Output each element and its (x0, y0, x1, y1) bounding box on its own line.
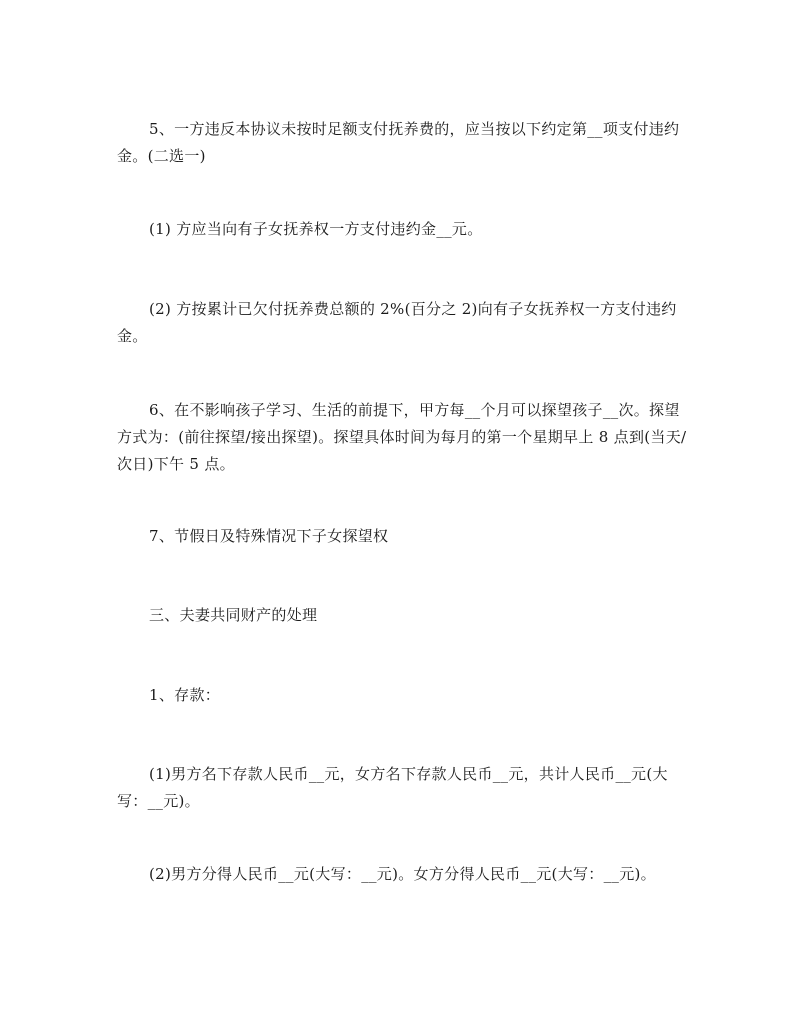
section-3-heading: 三、夫妻共同财产的处理 (149, 606, 318, 624)
deposit-item-2: (2)男方分得人民币__元(大写：__元)。女方分得人民币__元(大写：__元)。 (149, 865, 656, 883)
clause-5-option-1: (1) 方应当向有子女抚养权一方支付违约金__元。 (149, 220, 483, 238)
clause-5-penalty: 5、一方违反本协议未按时足额支付抚养费的，应当按以下约定第__项支付违约金。(二选一) (117, 120, 680, 165)
deposit-item-1: (1)男方名下存款人民币__元，女方名下存款人民币__元，共计人民币__元(大写：__元)。 (117, 765, 668, 810)
clause-7-holiday-visitation: 7、节假日及特殊情况下子女探望权 (149, 527, 389, 545)
clause-6-visitation: 6、在不影响孩子学习、生活的前提下，甲方每__个月可以探望孩子__次。探望方式为：(前往探望/接出探望)。探望具体时间为每月的第一个星期早上 8 点到(当天/次日)下午 5 点。 (117, 401, 687, 473)
deposit-heading: 1、存款： (149, 686, 221, 704)
clause-5-option-2: (2) 方按累计已欠付抚养费总额的 2%(百分之 2)向有子女抚养权一方支付违约金。 (117, 300, 677, 345)
